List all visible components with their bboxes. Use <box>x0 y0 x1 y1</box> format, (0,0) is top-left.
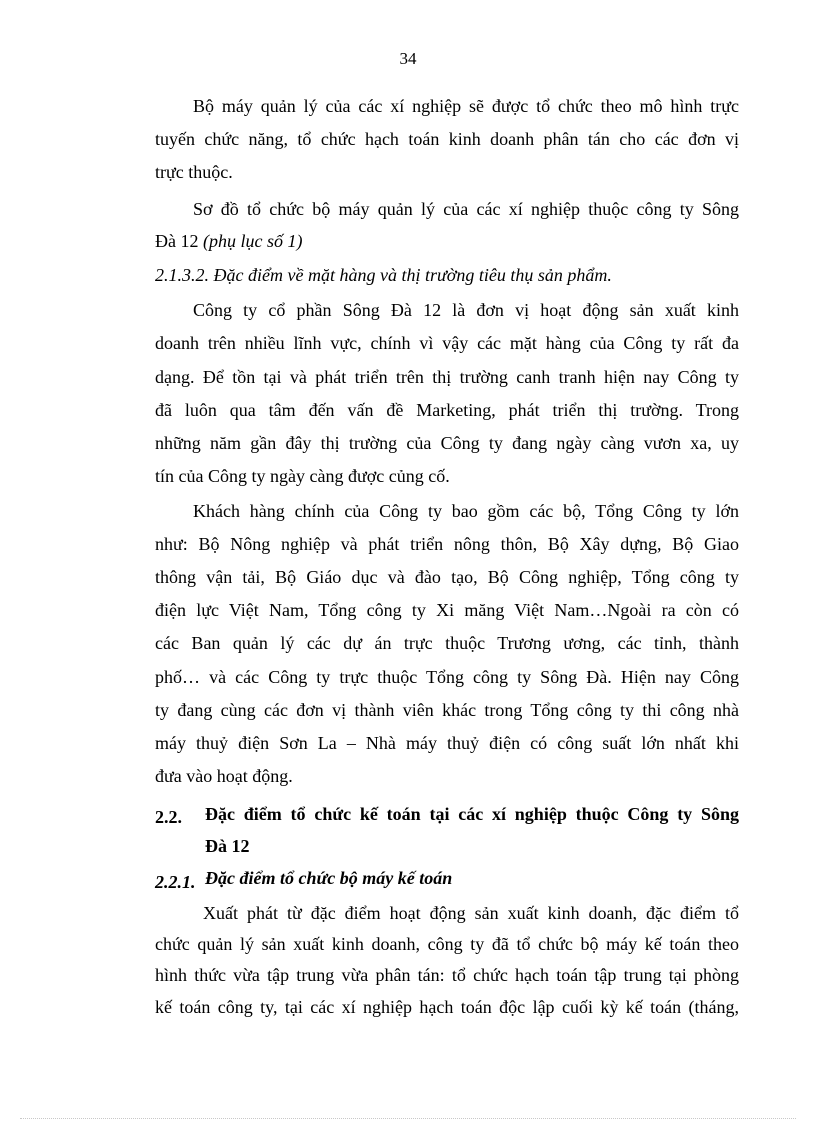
para4-line: phố… và các Công ty trực thuộc Tổng công ty Sông Đà. Hiện nay Công <box>155 667 739 687</box>
appendix-reference: (phụ lục số 1) <box>203 231 303 251</box>
para2-line: Sơ đồ tổ chức bộ máy quản lý của các xí nghiệp thuộc công ty Sông <box>193 199 739 219</box>
para1-line: Bộ máy quản lý của các xí nghiệp sẽ được tổ chức theo mô hình trực <box>193 96 739 116</box>
heading-2-2-number: 2.2. <box>155 807 182 827</box>
footer-rule <box>20 1118 796 1119</box>
page-number: 34 <box>399 49 417 68</box>
para1-line: tuyến chức năng, tổ chức hạch toán kinh doanh phân tán cho các đơn vị <box>155 129 739 149</box>
para3-line: Công ty cổ phần Sông Đà 12 là đơn vị hoạt động sản xuất kinh <box>193 300 739 320</box>
para2-text: Đà 12 <box>155 231 203 251</box>
para4-line: thông vận tải, Bộ Giáo dục và đào tạo, Bộ Công nghiệp, Tổng công ty <box>155 567 739 587</box>
para4-line: đưa vào hoạt động. <box>155 766 293 786</box>
para4-line: Khách hàng chính của Công ty bao gồm các bộ, Tổng Công ty lớn <box>193 501 739 521</box>
para3-line: đã luôn qua tâm đến vấn đề Marketing, phát triển thị trường. Trong <box>155 400 739 420</box>
para3-line: doanh trên nhiều lĩnh vực, chính vì vậy các mặt hàng của Công ty rất đa <box>155 333 739 353</box>
para5-line: chức quản lý sản xuất kinh doanh, công ty đã tổ chức bộ máy kế toán theo <box>155 934 739 954</box>
heading-2-2-1-title: Đặc điểm tổ chức bộ máy kế toán <box>205 868 453 888</box>
para5-line: Xuất phát từ đặc điểm hoạt động sản xuất kinh doanh, đặc điểm tổ <box>203 903 739 923</box>
para4-line: các Ban quản lý các dự án trực thuộc Trương ương, các tỉnh, thành <box>155 633 739 653</box>
heading-2-2-title: Đà 12 <box>205 836 250 856</box>
para5-line: hình thức vừa tập trung vừa phân tán: tổ chức hạch toán tập trung tại phòng <box>155 965 739 985</box>
heading-2-2-title: Đặc điểm tổ chức kế toán tại các xí nghiệp thuộc Công ty Sông <box>205 804 739 824</box>
para3-line: những năm gần đây thị trường của Công ty đang ngày càng vươn xa, uy <box>155 433 739 453</box>
para1-line: trực thuộc. <box>155 162 233 182</box>
para4-line: điện lực Việt Nam, Tổng công ty Xi măng Việt Nam…Ngoài ra còn có <box>155 600 739 620</box>
subheading-2-1-3-2: 2.1.3.2. Đặc điểm về mặt hàng và thị trường tiêu thụ sản phẩm. <box>155 265 612 285</box>
para4-line: như: Bộ Nông nghiệp và phát triển nông thôn, Bộ Xây dựng, Bộ Giao <box>155 534 739 554</box>
para3-line: tín của Công ty ngày càng được củng cố. <box>155 466 450 486</box>
para3-line: dạng. Để tồn tại và phát triển trên thị trường canh tranh hiện nay Công ty <box>155 367 739 387</box>
para4-line: ty đang cùng các đơn vị thành viên khác trong Tổng công ty thi công nhà <box>155 700 739 720</box>
para5-line: kế toán công ty, tại các xí nghiệp hạch toán độc lập cuối kỳ kế toán (tháng, <box>155 997 739 1017</box>
para2-line <box>155 230 739 252</box>
heading-2-2-1-number: 2.2.1. <box>155 872 196 892</box>
para4-line: máy thuỷ điện Sơn La – Nhà máy thuỷ điện có công suất lớn nhất khi <box>155 733 739 753</box>
